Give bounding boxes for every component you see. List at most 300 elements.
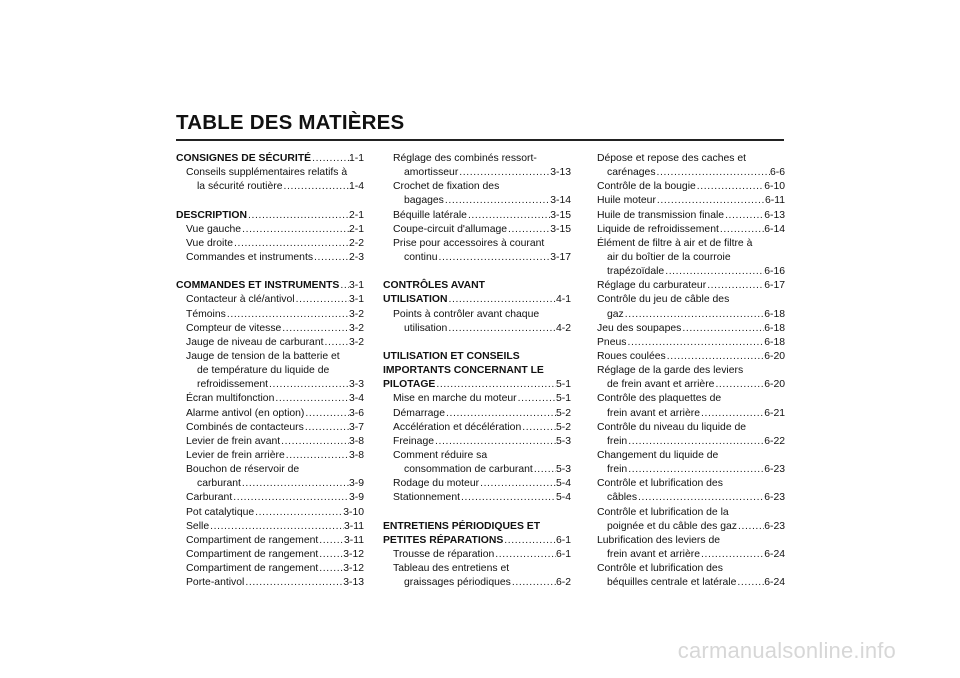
toc-page-number: 6-18 [764,336,785,348]
toc-entry-title: gaz [607,308,624,320]
toc-entry[interactable] [176,407,364,421]
toc-page-number: 3-9 [348,492,364,504]
toc-entry[interactable] [176,392,364,406]
toc-entry-title: COMMANDES ET INSTRUMENTS [176,280,340,292]
toc-page-number: 6-20 [764,379,785,391]
dot-leader [444,194,550,208]
toc-entry-title: de frein avant et arrière [607,379,715,391]
toc-page-number: 6-1 [555,534,571,546]
toc-entry[interactable] [176,421,364,435]
toc-entry-title: carénages [607,167,656,179]
toc-page-number: 3-1 [348,280,364,292]
dot-leader [254,506,343,520]
toc-entry-title: UTILISATION [383,294,448,306]
toc-page-number: 6-2 [555,577,571,589]
toc-entry[interactable] [176,491,364,505]
toc-entry-title: Réglage du carburateur [597,280,707,292]
toc-page-number: 5-4 [555,478,571,490]
dot-leader [280,435,349,449]
toc-page-number: 3-7 [348,421,364,433]
toc-entry-title: consommation de carburant [404,464,533,476]
title-divider [176,139,784,141]
toc-page-number: 3-2 [348,322,364,334]
toc-entry-title: poignée et du câble des gaz [607,520,737,532]
toc-entry[interactable] [597,506,785,520]
dot-leader [447,293,556,307]
toc-entry[interactable] [383,166,571,180]
toc-entry-title: Trousse de réparation [393,548,495,560]
toc-entry-title: Levier de frein avant [186,435,281,447]
toc-entry-title: Vue gauche [186,223,242,235]
toc-entry[interactable] [597,378,785,392]
toc-entry[interactable] [597,209,785,223]
toc-page-number: 3-17 [550,251,571,263]
toc-page-number: 6-20 [764,350,785,362]
toc-entry-title: utilisation [404,322,448,334]
dot-leader [241,477,349,491]
toc-entry-title: trapézoïdale [607,266,665,278]
toc-entry[interactable] [597,407,785,421]
dot-leader [318,562,343,576]
dot-leader [696,180,764,194]
toc-entry[interactable] [383,435,571,449]
toc-entry[interactable] [383,322,571,336]
toc-entry-title: Changement du liquide de [597,449,719,461]
toc-entry[interactable] [597,293,785,307]
dot-leader [724,209,764,223]
toc-page-number: 5-1 [555,393,571,405]
toc-entry[interactable] [176,520,364,534]
toc-section-entry[interactable] [176,209,364,223]
toc-entry[interactable] [383,194,571,208]
toc-entry-title: Contrôle et lubrification des [597,563,723,575]
toc-section-entry[interactable] [383,350,571,364]
dot-leader [533,463,556,477]
toc-entry[interactable] [597,251,785,265]
dot-leader [681,322,764,336]
toc-page-number: 6-1 [555,548,571,560]
toc-entry-title: IMPORTANTS CONCERNANT LE [383,365,544,377]
toc-entry[interactable] [597,576,785,590]
toc-entry-title: frein [607,464,628,476]
dot-leader [247,209,349,223]
toc-entry-title: Liquide de refroidissement [597,223,719,235]
toc-page-number: 3-11 [343,520,364,532]
toc-entry-title: air du boîtier de la courroie [607,251,731,263]
toc-page-number: 4-2 [555,322,571,334]
dot-leader [318,548,343,562]
dot-leader [656,194,765,208]
dot-leader [318,534,344,548]
toc-page-number: 3-12 [343,548,364,560]
toc-entry[interactable] [383,477,571,491]
toc-entry[interactable] [597,548,785,562]
toc-entry-title: Comment réduire sa [393,449,488,461]
dot-leader [664,265,764,279]
toc-entry[interactable] [383,449,571,463]
toc-entry-title: Levier de frein arrière [186,449,285,461]
toc-entry-title: Contacteur à clé/antivol [186,294,295,306]
toc-entry[interactable] [597,152,785,166]
dot-leader [304,407,349,421]
watermark-text: carmanualsonline.info [677,638,896,663]
toc-entry-title: Réglage de la garde des leviers [597,365,744,377]
toc-entry-title: Contrôle du jeu de câble des [597,294,730,306]
toc-entry[interactable] [597,322,785,336]
toc-section-entry[interactable] [383,520,571,534]
toc-entry-title: CONSIGNES DE SÉCURITÉ [176,153,312,164]
toc-entry[interactable] [597,562,785,576]
toc-entry-title: Alarme antivol (en option) [186,407,305,419]
toc-entry[interactable] [597,279,785,293]
toc-entry-title: Porte-antivol [186,577,245,589]
toc-spacer [383,265,571,279]
toc-page-number: 6-21 [764,407,785,419]
dot-leader [467,209,550,223]
toc-entry[interactable] [383,562,571,576]
toc-entry-title: PETITES RÉPARATIONS [383,534,504,546]
toc-entry-title: Prise pour accessoires à courant [393,237,545,249]
toc-entry-title: Conseils supplémentaires relatifs à [186,167,348,179]
dot-leader [281,322,349,336]
toc-section-entry[interactable] [383,378,571,392]
toc-entry[interactable] [597,463,785,477]
toc-entry-title: la sécurité routière [197,181,283,193]
toc-page-number: 3-13 [550,167,571,179]
toc-entry[interactable] [597,392,785,406]
toc-page-number: 6-23 [764,464,785,476]
dot-leader [700,548,764,562]
toc-entry-title: graissages périodiques [404,577,511,589]
dot-leader [719,223,764,237]
dot-leader [438,251,551,265]
dot-leader [706,279,764,293]
toc-entry[interactable] [383,491,571,505]
toc-entry[interactable] [597,166,785,180]
toc-entry[interactable] [176,534,364,548]
toc-section-entry[interactable] [383,534,571,548]
dot-leader [511,576,556,590]
dot-leader [627,435,764,449]
toc-page-number: 3-8 [348,435,364,447]
toc-entry-title: frein avant et arrière [607,407,700,419]
toc-entry[interactable] [176,251,364,265]
toc-entry-title: Dépose et repose des caches et [597,153,747,164]
toc-entry-title: Contrôle du niveau du liquide de [597,421,747,433]
toc-entry-title: Coupe-circuit d'allumage [393,223,508,235]
toc-entry-title: Jeu des soupapes [597,322,682,334]
toc-entry[interactable] [176,336,364,350]
toc-entry[interactable] [383,548,571,562]
toc-entry-title: Compteur de vitesse [186,322,282,334]
toc-entry-title: de température du liquide de [197,365,330,377]
dot-leader [494,548,556,562]
dot-leader [507,223,550,237]
toc-entry-title: Compartiment de rangement [186,563,319,575]
dot-leader [637,491,764,505]
toc-entry[interactable] [176,477,364,491]
toc-entry[interactable] [176,463,364,477]
toc-page-number: 3-2 [348,308,364,320]
toc-entry-title: Combinés de contacteurs [186,421,304,433]
toc-entry[interactable] [597,449,785,463]
toc-page-number: 3-9 [348,478,364,490]
toc-section-entry[interactable] [176,279,364,293]
dot-leader [447,322,556,336]
toc-page-number: 5-1 [555,379,571,391]
toc-section-entry[interactable] [383,293,571,307]
toc-section-entry[interactable] [176,152,364,166]
toc-entry-title: Élément de filtre à air et de filtre à [597,237,753,249]
toc-entry-title: Jauge de tension de la batterie et [186,350,340,362]
toc-entry-title: Commandes et instruments [186,251,314,263]
dot-leader [304,421,349,435]
toc-entry[interactable] [176,364,364,378]
toc-page-number: 5-3 [555,435,571,447]
dot-leader [458,166,550,180]
toc-spacer [383,506,571,520]
toc-page-number: 2-3 [348,251,364,263]
toc-page-number: 6-23 [764,520,785,532]
toc-section-entry[interactable] [383,279,571,293]
toc-entry-title: frein [607,435,628,447]
toc-page-number: 5-2 [555,421,571,433]
toc-entry-title: Selle [186,520,210,532]
dot-leader [714,378,764,392]
toc-entry-title: béquilles centrale et latérale [607,577,737,589]
toc-entry-title: amortisseur [404,167,459,179]
toc-entry[interactable] [597,491,785,505]
toc-entry[interactable] [176,378,364,392]
toc-page-number: 3-10 [343,506,364,518]
toc-entry[interactable] [383,407,571,421]
toc-entry[interactable] [383,421,571,435]
toc-entry[interactable] [176,449,364,463]
dot-leader [445,407,556,421]
toc-entry[interactable] [176,223,364,237]
toc-page-number: 6-16 [764,266,785,278]
toc-entry-title: Bouchon de réservoir de [186,464,300,476]
toc-spacer [176,194,364,208]
toc-entry-title: Démarrage [393,407,445,419]
toc-entry-title: Carburant [186,492,233,504]
toc-page-number: 3-4 [348,393,364,405]
dot-leader [737,520,764,534]
toc-page-number: 3-1 [348,294,364,306]
toc-page-number: 1-4 [348,181,364,193]
toc-entry[interactable] [597,421,785,435]
toc-entry-title: Crochet de fixation des [393,181,500,193]
toc-entry[interactable] [383,308,571,322]
dot-leader [282,180,348,194]
dot-leader [627,463,764,477]
dot-leader [700,407,764,421]
dot-leader [274,392,349,406]
toc-entry-title: Jauge de niveau de carburant [186,336,324,348]
toc-entry-title: frein avant et arrière [607,548,700,560]
toc-entry-title: Huile moteur [597,195,656,207]
toc-entry[interactable] [176,293,364,307]
toc-page-number: 6-18 [764,322,785,334]
toc-entry[interactable] [383,251,571,265]
toc-page-number: 6-24 [764,548,785,560]
toc-entry[interactable] [176,237,364,251]
toc-page-number: 6-11 [764,195,785,207]
toc-entry-title: Contrôle des plaquettes de [597,393,722,405]
toc-entry-title: Compartiment de rangement [186,548,319,560]
toc-entry-title: refroidissement [197,379,269,391]
toc-page-number: 3-12 [343,563,364,575]
toc-page-number: 6-24 [764,577,785,589]
toc-entry[interactable] [176,435,364,449]
toc-page-number: 3-3 [348,379,364,391]
toc-entry[interactable] [176,180,364,194]
toc-page-number: 5-3 [555,464,571,476]
dot-leader [209,520,344,534]
toc-entry-title: carburant [197,478,241,490]
dot-leader [313,251,349,265]
toc-entry-title: Tableau des entretiens et [393,563,510,575]
toc-entry-title: câbles [607,492,638,504]
dot-leader [666,350,764,364]
toc-entry[interactable] [597,194,785,208]
toc-spacer [383,336,571,350]
toc-entry[interactable] [176,562,364,576]
toc-column-3 [597,152,785,590]
dot-leader [241,223,349,237]
toc-spacer [176,265,364,279]
toc-entry-title: Mise en marche du moteur [393,393,517,405]
toc-entry-title: Réglage des combinés ressort- [393,153,537,164]
toc-page-number: 2-1 [348,209,364,221]
toc-entry-title: CONTRÔLES AVANT [383,280,485,292]
toc-entry-title: DESCRIPTION [176,209,248,221]
dot-leader [736,576,764,590]
toc-entry[interactable] [176,548,364,562]
toc-entry-title: Vue droite [186,237,233,249]
toc-entry-title: Contrôle et lubrification des [597,478,723,490]
toc-page-number: 5-4 [555,492,571,504]
toc-entry[interactable] [597,435,785,449]
toc-page-number: 6-23 [764,492,785,504]
dot-leader [517,392,556,406]
dot-leader [232,491,349,505]
dot-leader [479,477,556,491]
toc-entry-title: Points à contrôler avant chaque [393,308,540,320]
toc-entry[interactable] [597,223,785,237]
toc-entry[interactable] [383,463,571,477]
toc-page-number: 6-14 [764,223,785,235]
toc-page-number: 6-22 [764,435,785,447]
toc-entry-title: PILOTAGE [383,379,436,391]
toc-section-entry[interactable] [383,364,571,378]
toc-entry[interactable] [383,209,571,223]
toc-entry[interactable] [597,534,785,548]
toc-entry-title: Compartiment de rangement [186,534,319,546]
dot-leader [339,279,349,293]
toc-page-number: 6-6 [769,167,785,179]
toc-page-number: 6-17 [764,280,785,292]
dot-leader [226,308,349,322]
toc-entry-title: Lubrification des leviers de [597,534,721,546]
toc-page-number: 6-18 [764,308,785,320]
toc-entry[interactable] [597,520,785,534]
dot-leader [435,378,556,392]
toc-entry[interactable] [176,308,364,322]
toc-entry-title: Roues coulées [597,350,666,362]
toc-entry-title: UTILISATION ET CONSEILS [383,350,520,362]
toc-entry-title: Contrôle de la bougie [597,181,696,193]
toc-entry[interactable] [176,166,364,180]
toc-column-1 [176,152,364,590]
toc-page-number: 3-15 [550,223,571,235]
toc-entry[interactable] [176,506,364,520]
dot-leader [434,435,556,449]
toc-entry[interactable] [383,237,571,251]
toc-entry[interactable] [597,477,785,491]
toc-page-number: 2-1 [348,223,364,235]
toc-entry[interactable] [597,237,785,251]
toc-page-number: 3-14 [550,195,571,207]
toc-entry-title: Rodage du moteur [393,478,480,490]
toc-entry[interactable] [597,265,785,279]
toc-entry[interactable] [176,322,364,336]
toc-page-number: 3-6 [348,407,364,419]
toc-page-number: 3-8 [348,449,364,461]
toc-entry[interactable] [383,152,571,166]
toc-entry[interactable] [597,308,785,322]
dot-leader [503,534,556,548]
dot-leader [244,576,343,590]
toc-entry[interactable] [383,180,571,194]
toc-page-number: 5-2 [555,407,571,419]
toc-entry[interactable] [176,350,364,364]
toc-entry-title: Contrôle et lubrification de la [597,506,729,518]
toc-entry-title: Pot catalytique [186,506,255,518]
toc-entry[interactable] [597,180,785,194]
toc-page-number: 6-10 [764,181,785,193]
dot-leader [460,491,556,505]
toc-entry-title: Huile de transmission finale [597,209,725,221]
toc-entry[interactable] [383,392,571,406]
toc-page-number: 4-1 [555,294,571,306]
toc-page-number: 3-15 [550,209,571,221]
toc-entry[interactable] [597,336,785,350]
dot-leader [295,293,349,307]
toc-entry[interactable] [597,350,785,364]
dot-leader [311,152,349,166]
dot-leader [233,237,349,251]
dot-leader [268,378,349,392]
dot-leader [521,421,556,435]
dot-leader [285,449,349,463]
dot-leader [656,166,770,180]
dot-leader [624,308,764,322]
toc-entry-title: Freinage [393,435,435,447]
toc-entry-title: Stationnement [393,492,461,504]
toc-page-number: 3-11 [343,534,364,546]
toc-entry[interactable] [597,364,785,378]
dot-leader [626,336,764,350]
toc-entry-title: ENTRETIENS PÉRIODIQUES ET [383,520,541,532]
toc-entry[interactable] [383,223,571,237]
toc-entry-title: Accélération et décélération [393,421,522,433]
toc-column-2 [383,152,571,590]
toc-entry[interactable] [383,576,571,590]
toc-entry-title: Pneus [597,336,627,348]
toc-entry[interactable] [176,576,364,590]
toc-page-number: 2-2 [348,237,364,249]
